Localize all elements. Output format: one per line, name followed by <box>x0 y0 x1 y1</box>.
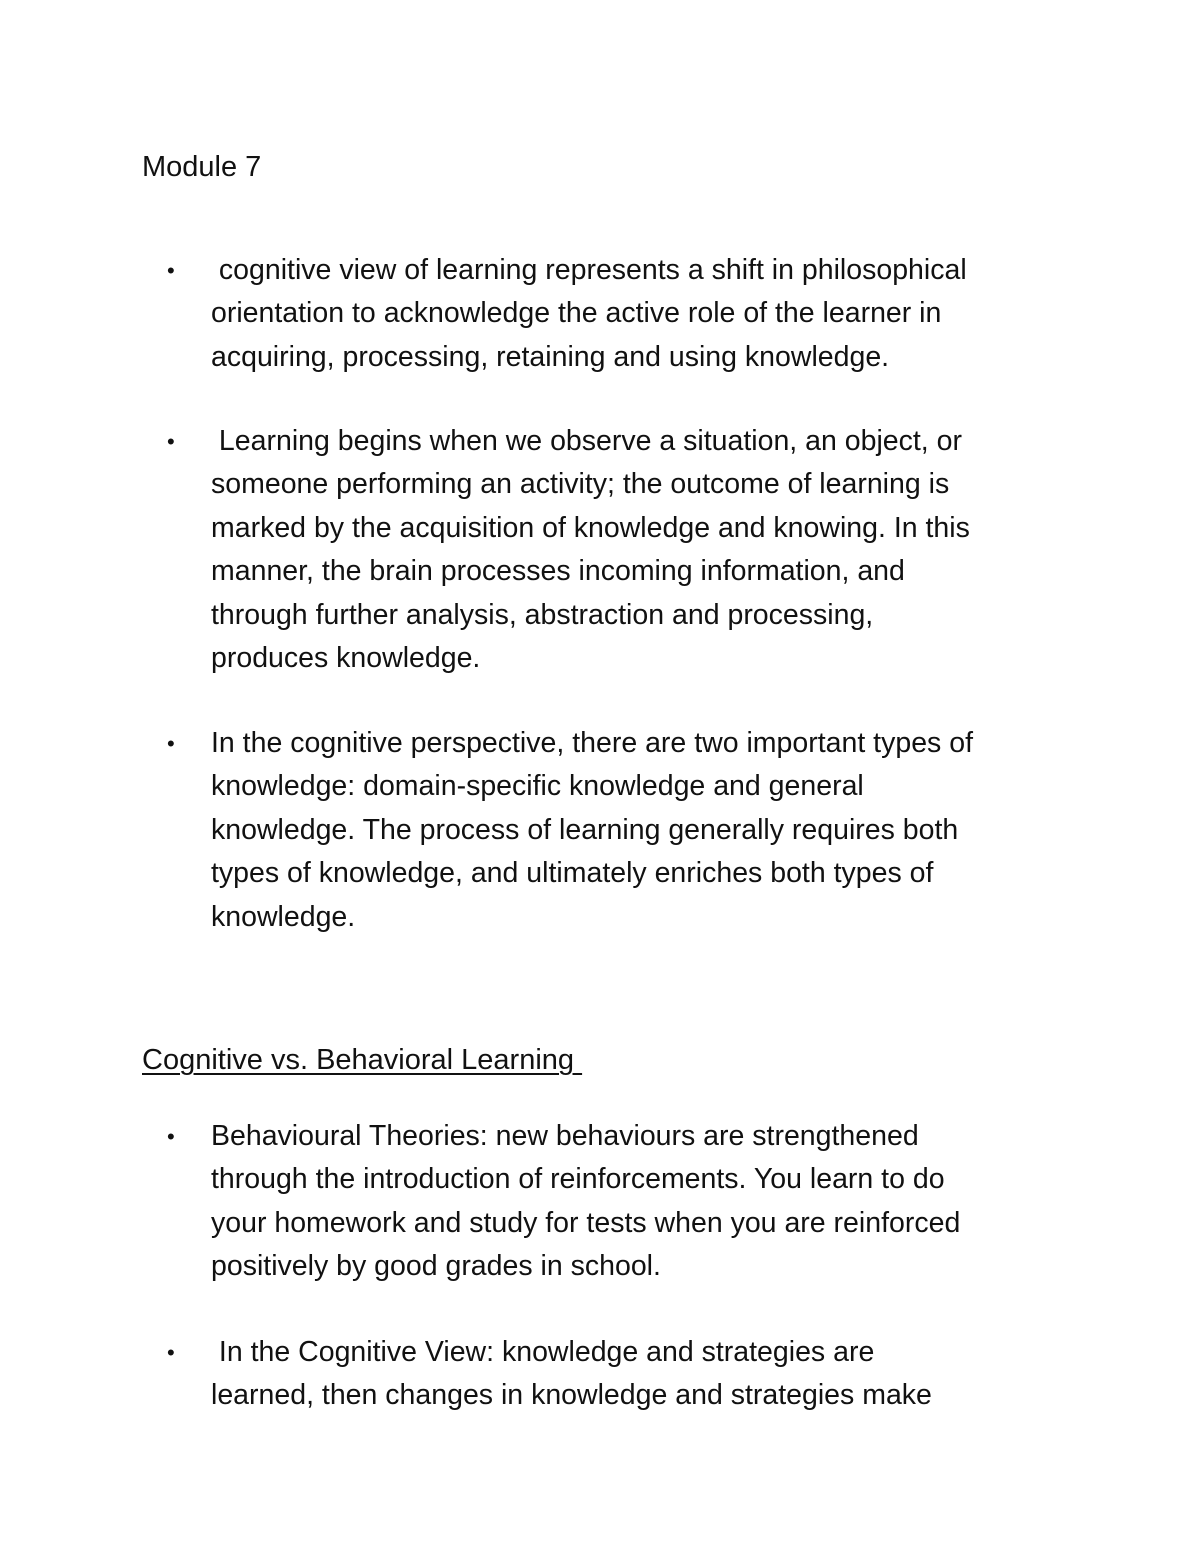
list-item <box>142 1331 1082 1418</box>
bullet-text: cognitive view of learning represents a shift in philosophical orientation to acknowledge the active role of the learner in acquiring, processing, retaining and using knowledge. <box>211 254 967 373</box>
bullet-text: In the Cognitive View: knowledge and strategies are learned, then changes in knowledge and strategies make <box>211 1336 932 1412</box>
list-item <box>142 420 1082 680</box>
bullet-marker: • <box>167 429 175 454</box>
page-title: Module 7 <box>142 151 262 183</box>
list-item <box>142 722 1082 939</box>
list-item <box>142 1115 1082 1289</box>
bullet-text: Learning begins when we observe a situation, an object, or someone performing an activity; the outcome of learning is marked by the acquisition of knowledge and knowing. In this manner, the brain processes incoming information, and through further analysis, abstraction and processing, produces knowledge. <box>211 425 970 675</box>
bullet-text: Behavioural Theories: new behaviours are strengthened through the introduction of reinforcements. You learn to do your homework and study for tests when you are reinforced positively by good grades in school. <box>211 1120 961 1283</box>
bullet-text: In the cognitive perspective, there are two important types of knowledge: domain-specific knowledge and general knowledge. The process of learning generally requires both types of knowledge, and ultimately enriches both types of knowledge. <box>211 727 973 933</box>
list-item <box>142 249 1082 379</box>
bullet-marker: • <box>167 1340 175 1365</box>
bullet-marker: • <box>167 1124 175 1149</box>
bullet-marker: • <box>167 258 175 283</box>
section-heading: Cognitive vs. Behavioral Learning <box>142 1044 583 1076</box>
bullet-marker: • <box>167 731 175 756</box>
